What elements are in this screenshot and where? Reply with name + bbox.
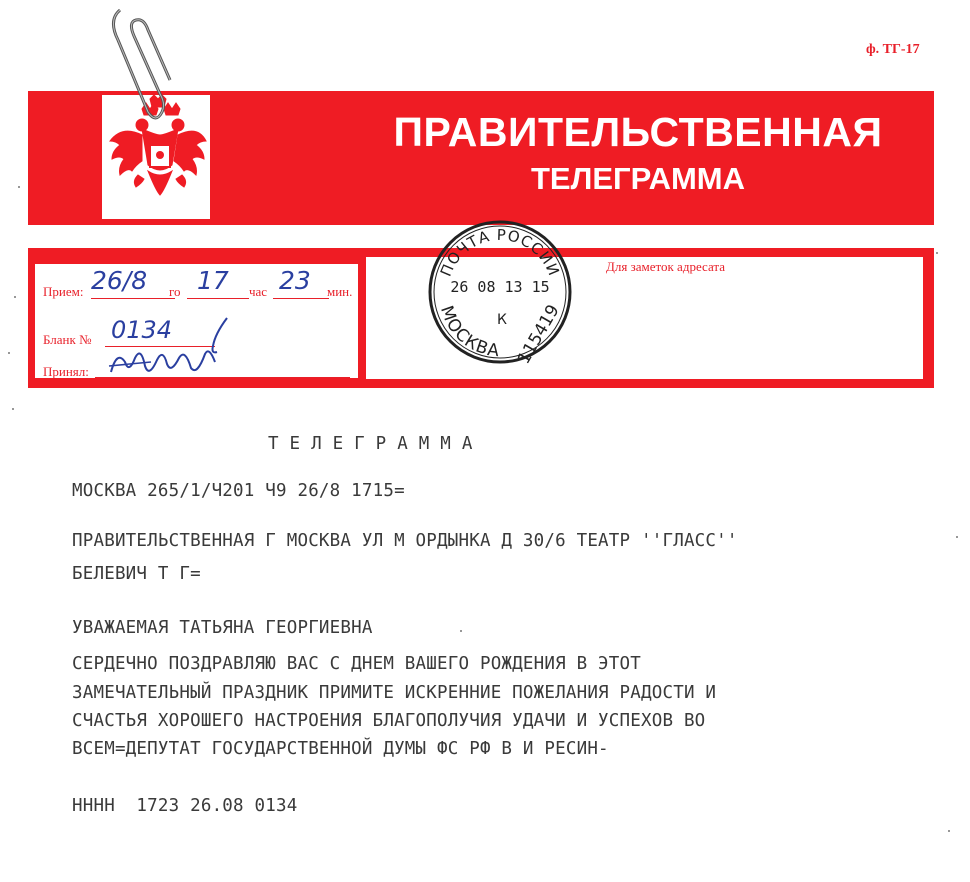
hour-label: час [249,284,268,299]
postmark-date: 26 08 13 15 [450,278,550,296]
blank-label: Бланк № [43,332,92,347]
postmark-postcode: 115419 [513,301,564,368]
received-label: Прием: [43,284,84,299]
received-date: 26/8 [91,266,148,295]
svg-text:ПОЧТА РОССИИ [437,226,563,279]
postmark-letter: К [497,312,507,328]
receipt-fields [35,264,358,378]
postmark-top-text: ПОЧТА РОССИИ [436,225,564,280]
received-minutes: 23 [279,266,311,295]
telegram-heading: ТЕЛЕГРАММА [268,434,484,454]
accepted-label: Принял: [43,364,89,379]
message-line2: ЗАМЕЧАТЕЛЬНЫЙ ПРАЗДНИК ПРИМИТЕ ИСКРЕННИЕ ПОЖЕЛАНИЯ РАДОСТИ И [72,683,717,703]
paperclip-icon [100,0,180,130]
form-code: ф. ТГ-17 [866,42,920,57]
operator-signature [105,340,225,382]
message-line3: СЧАСТЬЯ ХОРОШЕГО НАСТРОЕНИЯ БЛАГОПОЛУЧИЯ УДАЧИ И УСПЕХОВ ВО [72,711,706,731]
blank-number: 0134 [111,316,173,344]
notes-label: Для заметок адресата [606,259,726,274]
received-hour: 17 [197,266,229,295]
message-line1: СЕРДЕЧНО ПОЗДРАВЛЯЮ ВАС С ДНЕМ ВАШЕГО РОЖДЕНИЯ В ЭТОТ [72,654,642,674]
postmark-city: МОСКВА [435,303,502,362]
postmark-stamp [420,212,580,372]
banner-title-line1: ПРАВИТЕЛЬСТВЕННАЯ [393,109,883,155]
minutes-label: мин. [327,284,353,299]
banner-title-line2: ТЕЛЕГРАММА [531,161,745,196]
greeting: УВАЖАЕМАЯ ТАТЬЯНА ГЕОРГИЕВНА [72,618,373,638]
recipient-address-line1: ПРАВИТЕЛЬСТВЕННАЯ Г МОСКВА УЛ М ОРДЫНКА Д 30/6 ТЕАТР ''ГЛАСС'' [72,531,738,551]
message-line4: ВСЕМ=ДЕПУТАТ ГОСУДАРСТВЕННОЙ ДУМЫ ФС РФ В И РЕСИН- [72,739,609,759]
go-label: го [169,284,181,299]
svg-text:МОСКВА [436,303,501,361]
recipient-address-line2: БЕЛЕВИЧ Т Г= [72,564,201,584]
telegram-footer: НННН 1723 26.08 0134 [72,796,298,816]
telegram-origin: МОСКВА 265/1/Ч201 Ч9 26/8 1715= [72,481,405,501]
